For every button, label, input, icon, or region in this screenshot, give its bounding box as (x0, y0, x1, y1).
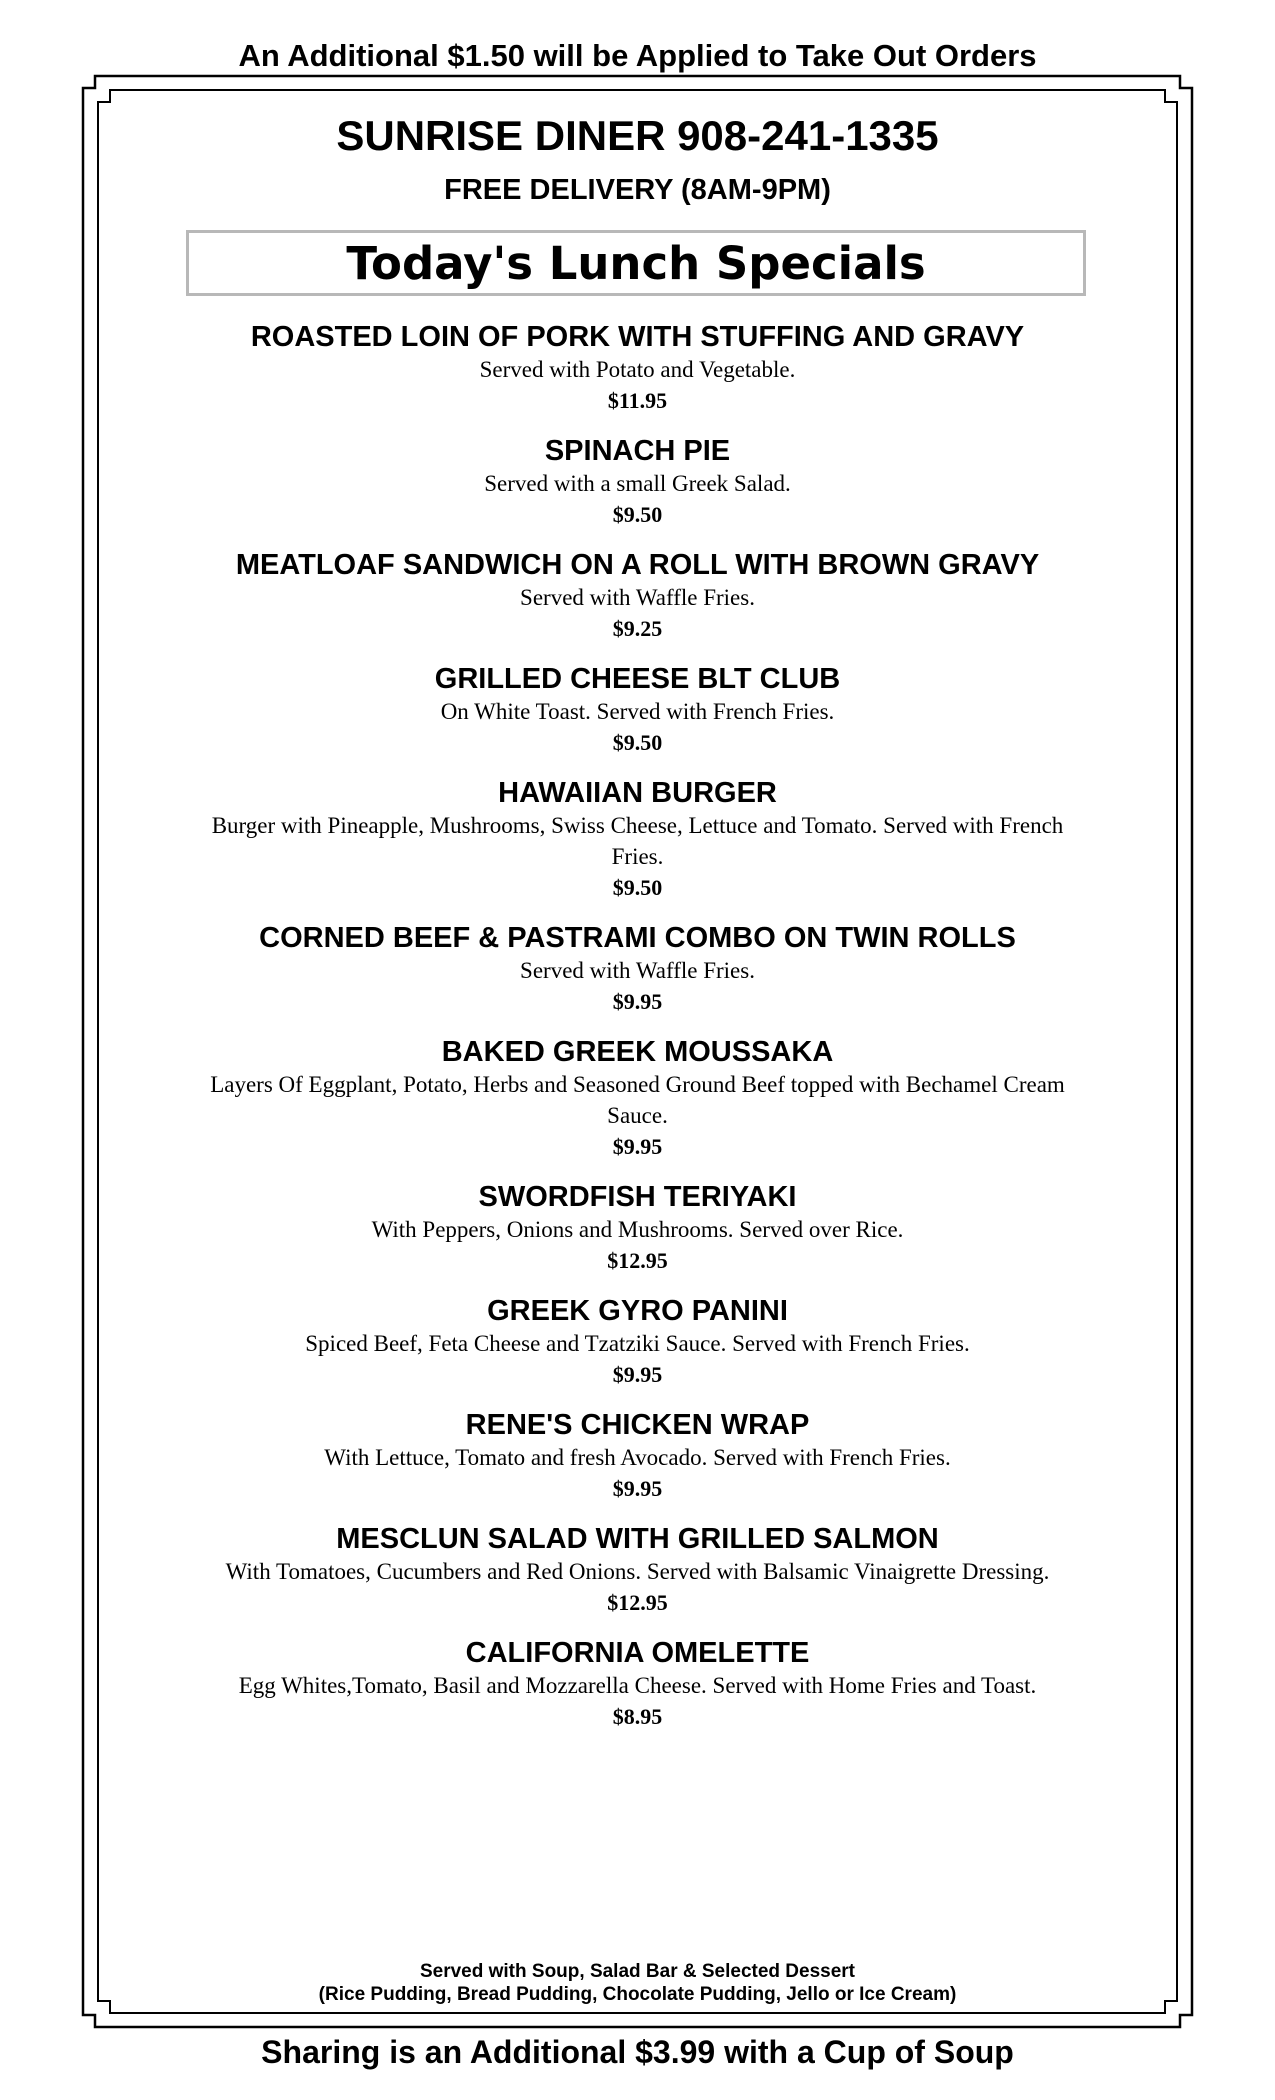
menu-item-price: $9.50 (612, 502, 663, 527)
menu-item (110, 1294, 1165, 1390)
restaurant-name: SUNRISE DINER 908-241-1335 (336, 112, 939, 159)
menu-item-name: GREEK GYRO PANINI (487, 1295, 788, 1327)
menu-item-price: $9.95 (612, 989, 663, 1014)
menu-item-description: Served with Potato and Vegetable. (479, 357, 796, 382)
menu-item (110, 921, 1165, 1017)
menu-item-description: With Tomatoes, Cucumbers and Red Onions. Served with Balsamic Vinaigrette Dressing. (225, 1559, 1050, 1584)
menu-item (110, 1522, 1165, 1618)
menu-item-price: $9.95 (612, 1134, 663, 1159)
menu-item-name: CALIFORNIA OMELETTE (465, 1637, 810, 1669)
menu-item (110, 776, 1165, 903)
menu-item-price: $11.95 (607, 388, 668, 413)
menu-item (110, 320, 1165, 416)
menu-item-description: Spiced Beef, Feta Cheese and Tzatziki Sauce. Served with French Fries. (305, 1331, 970, 1356)
menu-item (110, 1180, 1165, 1276)
delivery-info: FREE DELIVERY (8AM-9PM) (444, 174, 831, 206)
menu-content (110, 112, 1165, 2012)
specials-list (110, 320, 1165, 1750)
menu-item-price: $9.95 (612, 1362, 663, 1387)
menu-item-name: ROASTED LOIN OF PORK WITH STUFFING AND GRAVY (250, 321, 1025, 353)
specials-title: Today's Lunch Specials (186, 230, 1086, 296)
takeout-surcharge-notice: An Additional $1.50 will be Applied to Take Out Orders (238, 38, 1037, 73)
menu-item-name: BAKED GREEK MOUSSAKA (441, 1036, 834, 1068)
menu-item-name: MESCLUN SALAD WITH GRILLED SALMON (336, 1523, 939, 1555)
menu-item (110, 434, 1165, 530)
menu-item-description: On White Toast. Served with French Fries. (440, 699, 835, 724)
served-with-line: Served with Soup, Salad Bar & Selected Dessert (419, 1961, 856, 1982)
menu-item-description: Layers Of Eggplant, Potato, Herbs and Seasoned Ground Beef topped with Bechamel Cream Sauce. (210, 1072, 1065, 1128)
menu-item-price: $12.95 (607, 1248, 668, 1273)
menu-item-price: $9.50 (612, 730, 663, 755)
menu-item-price: $9.25 (612, 616, 663, 641)
menu-item-name: CORNED BEEF & PASTRAMI COMBO ON TWIN ROLLS (259, 922, 1016, 954)
menu-item-name: SPINACH PIE (544, 435, 731, 467)
menu-item-name: HAWAIIAN BURGER (498, 777, 777, 809)
menu-item-description: With Lettuce, Tomato and fresh Avocado. Served with French Fries. (324, 1445, 951, 1470)
menu-item-price: $9.50 (612, 875, 663, 900)
menu-item-name: MEATLOAF SANDWICH ON A ROLL WITH BROWN GRAVY (235, 549, 1040, 581)
menu-item-description: Burger with Pineapple, Mushrooms, Swiss Cheese, Lettuce and Tomato. Served with French Fries. (211, 813, 1064, 869)
menu-item-name: GRILLED CHEESE BLT CLUB (434, 663, 841, 695)
menu-item-description: Served with Waffle Fries. (520, 958, 755, 983)
menu-item (110, 1035, 1165, 1162)
menu-item-price: $9.95 (612, 1476, 663, 1501)
menu-item (110, 662, 1165, 758)
dessert-options-line: (Rice Pudding, Bread Pudding, Chocolate Pudding, Jello or Ice Cream) (318, 1984, 957, 2005)
menu-item-name: SWORDFISH TERIYAKI (478, 1181, 797, 1213)
sharing-charge-notice: Sharing is an Additional $3.99 with a Cup of Soup (261, 2034, 1014, 2070)
menu-item (110, 548, 1165, 644)
served-with-note (110, 1960, 1165, 2006)
menu-item (110, 1636, 1165, 1732)
menu-item-description: Served with a small Greek Salad. (484, 471, 791, 496)
menu-item-description: Egg Whites,Tomato, Basil and Mozzarella Cheese. Served with Home Fries and Toast. (238, 1673, 1037, 1698)
menu-item-price: $12.95 (607, 1590, 668, 1615)
menu-item-description: With Peppers, Onions and Mushrooms. Served over Rice. (371, 1217, 904, 1242)
menu-item-price: $8.95 (612, 1704, 663, 1729)
menu-item-name: RENE'S CHICKEN WRAP (465, 1409, 810, 1441)
menu-item (110, 1408, 1165, 1504)
menu-item-description: Served with Waffle Fries. (520, 585, 755, 610)
